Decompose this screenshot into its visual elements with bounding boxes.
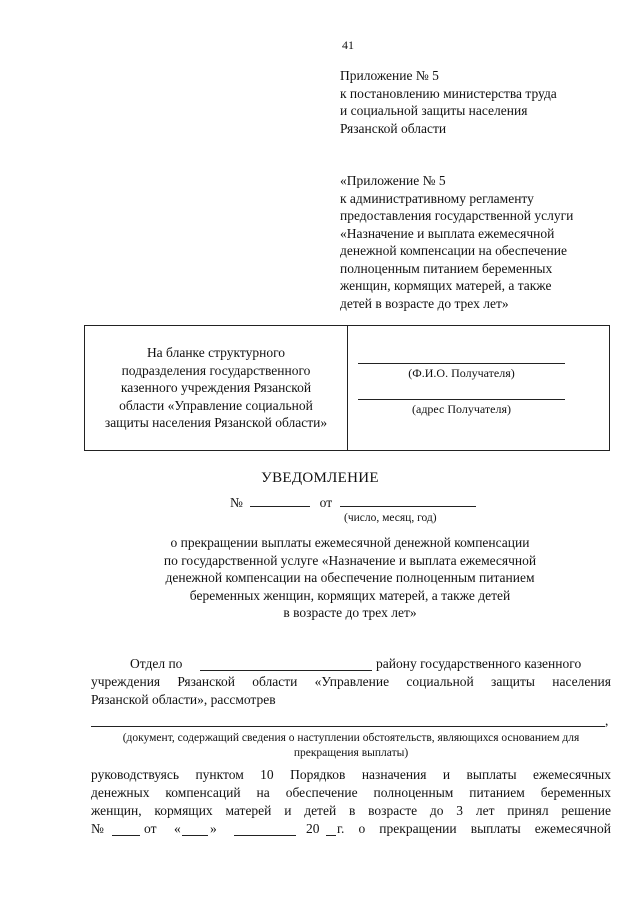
decision-number-label: № xyxy=(91,821,104,836)
letterhead-line: казенного учреждения Рязанской xyxy=(120,380,312,396)
district-suffix: району государственного казенного xyxy=(376,656,582,671)
decision-month-field[interactable] xyxy=(234,835,296,836)
document-caption xyxy=(91,731,611,761)
regulation-line: женщин, кормящих матерей, а также xyxy=(340,278,552,293)
appendix-line: и социальной защиты населения xyxy=(340,103,528,118)
subject-line: по государственной услуге «Назначение и выплата ежемесячной xyxy=(163,552,537,568)
decision-from-label: от xyxy=(144,821,157,836)
from-label: от xyxy=(319,495,333,510)
appendix-line: Приложение № 5 xyxy=(340,68,439,83)
regulation-appendix-header xyxy=(340,172,573,312)
regulation-line: «Назначение и выплата ежемесячной xyxy=(340,225,555,241)
regulation-line: полноценным питанием беременных xyxy=(340,260,553,276)
comma: , xyxy=(605,713,609,728)
regulation-line: детей в возрасте до трех лет» xyxy=(340,295,509,311)
notice-number-field[interactable] xyxy=(250,494,310,507)
regulation-line: предоставления государственной услуги xyxy=(340,208,574,223)
date-caption: (число, месяц, год) xyxy=(344,512,437,524)
decision-year-field[interactable] xyxy=(326,835,336,836)
appendix-line: Рязанской области xyxy=(340,120,447,136)
letterhead-placeholder xyxy=(85,326,347,450)
regulation-line: к административному регламенту xyxy=(340,190,534,206)
recipient-name-line[interactable] xyxy=(358,363,565,364)
letterhead-line: подразделения государственного xyxy=(121,362,311,378)
appendix-line: к постановлению министерства труда xyxy=(340,85,557,101)
para2-line: женщин, кормящих матерей и детей в возрасте до 3 лет принял решение xyxy=(91,803,611,818)
recipient-block xyxy=(348,326,609,450)
para1-line: Рязанской области», рассмотрев xyxy=(91,692,276,707)
para2-line: руководствуясь пунктом 10 Порядков назначения и выплаты ежемесячных xyxy=(91,767,611,782)
subject-line: в возрасте до трех лет» xyxy=(283,605,417,620)
page-number: 41 xyxy=(342,38,354,52)
open-quote: « xyxy=(174,821,181,836)
para2-line-tail: г. о прекращении выплаты ежемесячной xyxy=(337,821,611,836)
subject-line: денежной компенсации на обеспечение полноценным питанием xyxy=(165,570,535,585)
document-field[interactable] xyxy=(91,726,605,727)
document-caption-line: (документ, содержащий сведения о наступлении обстоятельств, являющихся основанием для xyxy=(122,732,580,744)
year-prefix: 20 xyxy=(306,821,320,836)
document-title: УВЕДОМЛЕНИЕ xyxy=(261,470,379,486)
letterhead-line: защиты населения Рязанской области» xyxy=(104,415,328,431)
decision-day-field[interactable] xyxy=(182,835,208,836)
subject-line: о прекращении выплаты ежемесячной денежной компенсации xyxy=(170,535,530,550)
notice-subject xyxy=(0,534,640,622)
appendix-header xyxy=(340,67,557,137)
document-caption-line: прекращения выплаты) xyxy=(293,747,409,759)
recipient-address-caption: (адрес Получателя) xyxy=(412,402,511,416)
regulation-line: «Приложение № 5 xyxy=(340,173,446,188)
letterhead-box xyxy=(84,325,610,451)
number-label: № xyxy=(230,495,243,510)
letterhead-line: области «Управление социальной xyxy=(119,397,313,413)
subject-line: беременных женщин, кормящих матерей, а также детей xyxy=(189,587,511,603)
notice-date-field[interactable] xyxy=(340,494,476,507)
para1-line: учреждения Рязанской области «Управление социальной защиты населения xyxy=(91,674,611,689)
dept-label: Отдел по xyxy=(130,656,183,671)
notice-number-line xyxy=(230,494,476,511)
letterhead-line: На бланке структурного xyxy=(146,345,286,361)
recipient-address-line[interactable] xyxy=(358,399,565,400)
para2-line: денежных компенсаций на обеспечение полноценным питанием беременных xyxy=(91,785,611,800)
close-quote: » xyxy=(210,821,217,836)
regulation-line: денежной компенсации на обеспечение xyxy=(340,243,567,258)
recipient-name-caption: (Ф.И.О. Получателя) xyxy=(408,366,515,380)
decision-number-field[interactable] xyxy=(112,835,140,836)
district-field[interactable] xyxy=(200,670,372,671)
